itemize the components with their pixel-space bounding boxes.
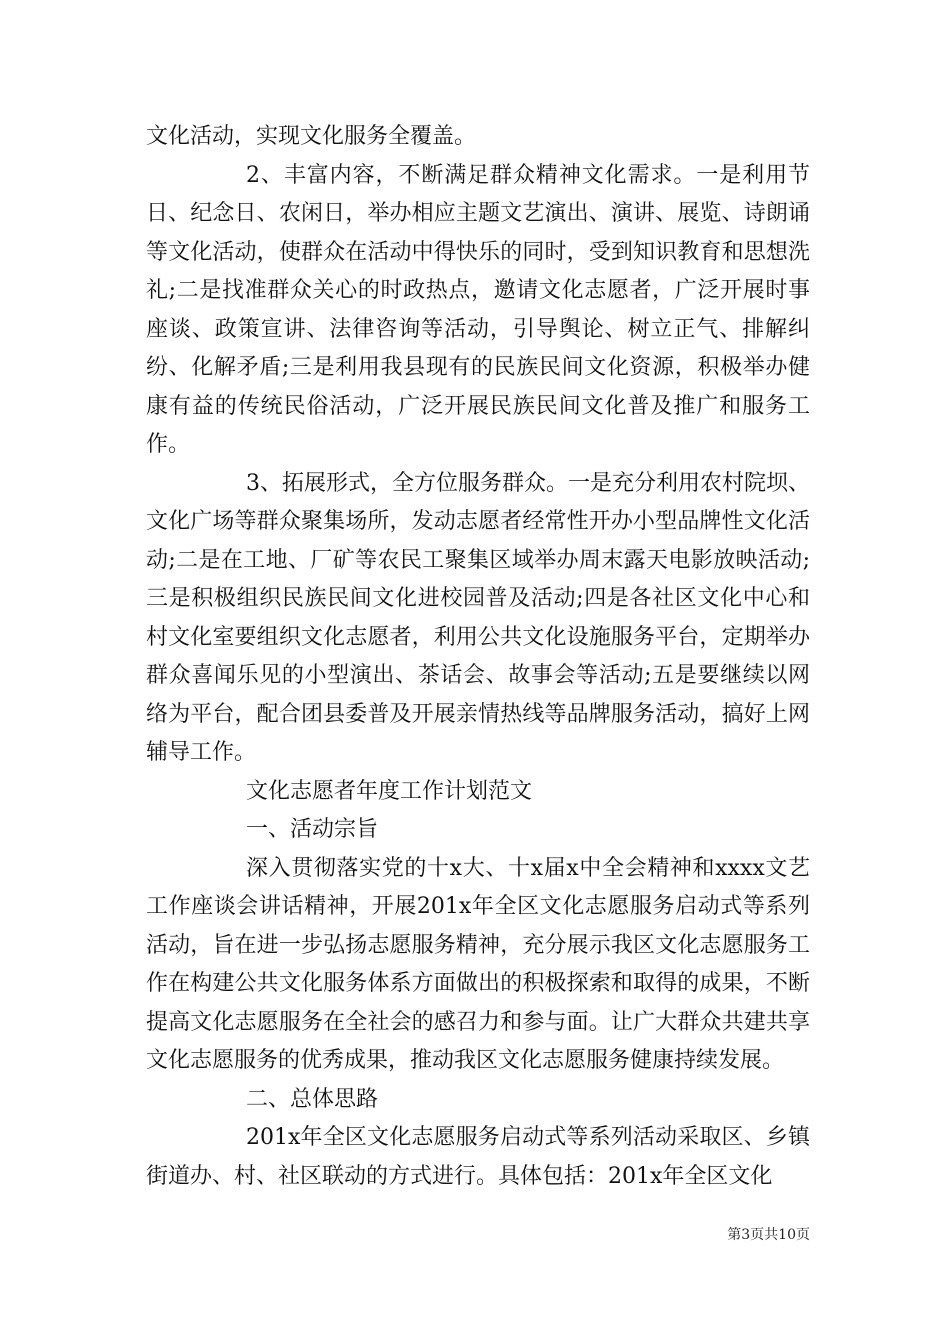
paragraph-item-2: 2、丰富内容，不断满足群众精神文化需求。一是利用节日、纪念日、农闲日，举办相应主题文艺演出、演讲、展览、诗朗诵等文化活动，使群众在活动中得快乐的同时，受到知识教育和思想洗礼;二是找准群众关心的时政热点，邀请文化志愿者，广泛开展时事座谈、政策宣讲、法律咨询等活动，引导舆论、树立正气、排解纠纷、化解矛盾;三是利用我县现有的民族民间文化资源，积极举办健康有益的传统民俗活动，广泛开展民族民间文化普及推广和服务工作。 (146, 162, 810, 457)
paragraph-activity-purpose: 深入贯彻落实党的十x大、十x届x中全会精神和xxxx文艺工作座谈会讲话精神，开展201x年全区文化志愿服务启动式等系列活动，旨在进一步弘扬志愿服务精神，充分展示我区文化志愿服务工作在构建公共文化服务体系方面做出的积极探索和取得的成果，不断提高文化志愿服务在全社会的感召力和参与面。让广大群众共建共享文化志愿服务的优秀成果，推动我区文化志愿服务健康持续发展。 (146, 855, 810, 1073)
heading-overall-approach: 二、总体思路 (246, 1086, 379, 1112)
document-body (146, 118, 810, 1196)
section-title: 文化志愿者年度工作计划范文 (246, 778, 533, 804)
page-number: 第3页共10页 (727, 1227, 810, 1243)
paragraph-overall-approach: 201x年全区文化志愿服务启动式等系列活动采取区、乡镇街道办、村、社区联动的方式进行。具体包括：201x年全区文化 (146, 1125, 810, 1189)
paragraph-continuation: 文化活动，实现文化服务全覆盖。 (146, 124, 477, 149)
paragraph-item-3: 3、拓展形式，全方位服务群众。一是充分利用农村院坝、文化广场等群众聚集场所，发动志愿者经常性开办小型品牌性文化活动;二是在工地、厂矿等农民工聚集区域举办周末露天电影放映活动;三是积极组织民族民间文化进校园普及活动;四是各社区文化中心和村文化室要组织文化志愿者，利用公共文化设施服务平台，定期举办群众喜闻乐见的小型演出、茶话会、故事会等活动;五是要继续以网络为平台，配合团县委普及开展亲情热线等品牌服务活动，搞好上网辅导工作。 (146, 470, 810, 765)
heading-activity-purpose: 一、活动宗旨 (246, 817, 379, 842)
